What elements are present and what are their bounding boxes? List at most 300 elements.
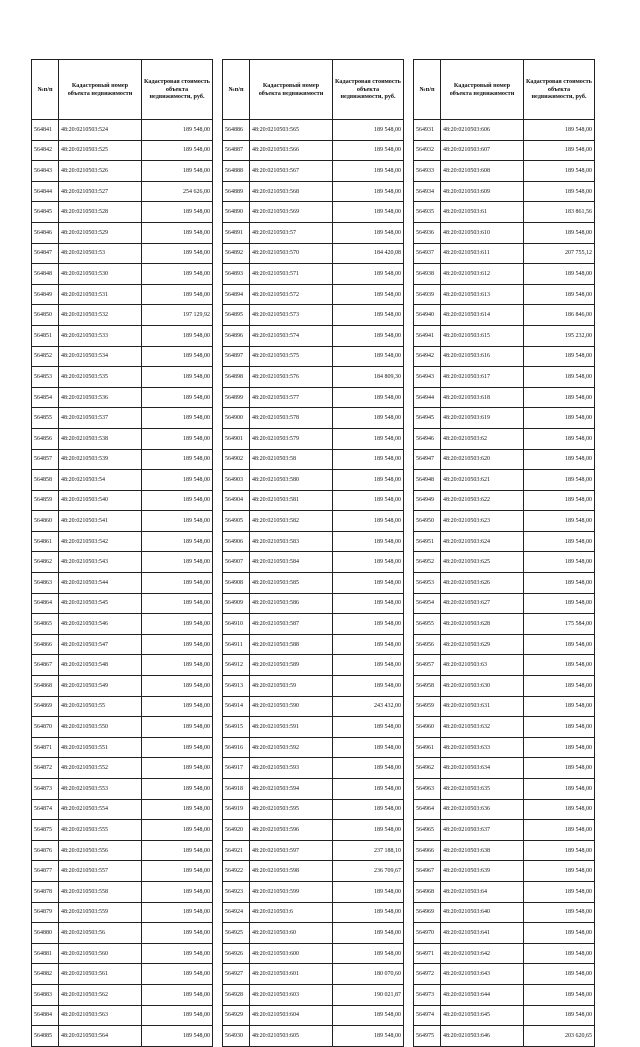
row-number: 564950 bbox=[414, 511, 441, 532]
table-row bbox=[223, 552, 404, 573]
cadastral-number: 48:20:0210503:642 bbox=[441, 943, 524, 964]
cadastral-number: 48:20:0210503:62 bbox=[441, 428, 524, 449]
cadastral-value: 189 548,00 bbox=[333, 820, 404, 841]
cadastral-value: 189 548,00 bbox=[524, 758, 595, 779]
cadastral-value: 189 548,00 bbox=[142, 428, 213, 449]
cadastral-value: 189 548,00 bbox=[142, 325, 213, 346]
row-number: 564851 bbox=[32, 325, 59, 346]
cadastral-table-2 bbox=[222, 59, 404, 1047]
cadastral-value: 189 548,00 bbox=[524, 717, 595, 738]
cadastral-value: 197 129,92 bbox=[142, 305, 213, 326]
cadastral-number: 48:20:0210503:605 bbox=[250, 1026, 333, 1047]
cadastral-value: 189 548,00 bbox=[142, 779, 213, 800]
cadastral-number: 48:20:0210503:597 bbox=[250, 840, 333, 861]
cadastral-value: 189 548,00 bbox=[524, 676, 595, 697]
row-number: 564846 bbox=[32, 222, 59, 243]
table-row bbox=[32, 696, 213, 717]
table-row bbox=[414, 305, 595, 326]
row-number: 564853 bbox=[32, 367, 59, 388]
cadastral-value: 189 548,00 bbox=[524, 1005, 595, 1026]
row-number: 564966 bbox=[414, 840, 441, 861]
table-row bbox=[223, 655, 404, 676]
cadastral-number: 48:20:0210503:55 bbox=[59, 696, 142, 717]
cadastral-number: 48:20:0210503:641 bbox=[441, 923, 524, 944]
table-row bbox=[414, 758, 595, 779]
cadastral-value: 189 548,00 bbox=[142, 923, 213, 944]
table-row bbox=[32, 428, 213, 449]
row-number: 564971 bbox=[414, 943, 441, 964]
table-row bbox=[32, 346, 213, 367]
cadastral-value: 189 548,00 bbox=[333, 573, 404, 594]
table-row bbox=[223, 820, 404, 841]
table-row bbox=[414, 964, 595, 985]
cadastral-number: 48:20:0210503:566 bbox=[250, 140, 333, 161]
cadastral-number: 48:20:0210503:527 bbox=[59, 181, 142, 202]
cadastral-number: 48:20:0210503:552 bbox=[59, 758, 142, 779]
cadastral-number: 48:20:0210503:555 bbox=[59, 820, 142, 841]
cadastral-value: 189 548,00 bbox=[524, 634, 595, 655]
table-row bbox=[223, 428, 404, 449]
cadastral-number: 48:20:0210503:64 bbox=[441, 881, 524, 902]
table-row bbox=[32, 243, 213, 264]
cadastral-number: 48:20:0210503:580 bbox=[250, 470, 333, 491]
table-row bbox=[223, 264, 404, 285]
cadastral-value: 189 548,00 bbox=[142, 284, 213, 305]
row-number: 564958 bbox=[414, 676, 441, 697]
cadastral-number: 48:20:0210503:530 bbox=[59, 264, 142, 285]
header-cadastral-value: Кадастровая стоимость объекта недвижимости, руб. bbox=[524, 60, 595, 120]
cadastral-value: 189 548,00 bbox=[524, 161, 595, 182]
table-row bbox=[32, 593, 213, 614]
cadastral-number: 48:20:0210503:589 bbox=[250, 655, 333, 676]
cadastral-number: 48:20:0210503:560 bbox=[59, 943, 142, 964]
row-number: 564899 bbox=[223, 387, 250, 408]
table-row bbox=[223, 737, 404, 758]
table-row bbox=[32, 717, 213, 738]
cadastral-number: 48:20:0210503:586 bbox=[250, 593, 333, 614]
row-number: 564935 bbox=[414, 202, 441, 223]
row-number: 564852 bbox=[32, 346, 59, 367]
row-number: 564865 bbox=[32, 614, 59, 635]
row-number: 564925 bbox=[223, 923, 250, 944]
cadastral-value: 189 548,00 bbox=[142, 552, 213, 573]
cadastral-number: 48:20:0210503:607 bbox=[441, 140, 524, 161]
cadastral-number: 48:20:0210503:636 bbox=[441, 799, 524, 820]
cadastral-number: 48:20:0210503:590 bbox=[250, 696, 333, 717]
cadastral-value: 189 548,00 bbox=[333, 222, 404, 243]
row-number: 564969 bbox=[414, 902, 441, 923]
table-row bbox=[32, 222, 213, 243]
table-row bbox=[414, 881, 595, 902]
cadastral-value: 184 809,30 bbox=[333, 367, 404, 388]
row-number: 564901 bbox=[223, 428, 250, 449]
row-number: 564863 bbox=[32, 573, 59, 594]
cadastral-value: 189 548,00 bbox=[333, 346, 404, 367]
cadastral-value: 243 432,00 bbox=[333, 696, 404, 717]
row-number: 564862 bbox=[32, 552, 59, 573]
row-number: 564936 bbox=[414, 222, 441, 243]
cadastral-value: 189 548,00 bbox=[333, 120, 404, 141]
table-row bbox=[32, 367, 213, 388]
row-number: 564880 bbox=[32, 923, 59, 944]
header-cadastral-value: Кадастровая стоимость объекта недвижимости, руб. bbox=[142, 60, 213, 120]
table-row bbox=[414, 181, 595, 202]
table-row bbox=[414, 243, 595, 264]
table-row bbox=[414, 861, 595, 882]
cadastral-value: 189 548,00 bbox=[333, 490, 404, 511]
cadastral-number: 48:20:0210503:600 bbox=[250, 943, 333, 964]
row-number: 564964 bbox=[414, 799, 441, 820]
cadastral-value: 189 548,00 bbox=[524, 840, 595, 861]
table-row bbox=[414, 325, 595, 346]
table-row bbox=[414, 984, 595, 1005]
table-row bbox=[32, 676, 213, 697]
cadastral-value: 189 548,00 bbox=[333, 161, 404, 182]
table-row bbox=[223, 531, 404, 552]
cadastral-number: 48:20:0210503:567 bbox=[250, 161, 333, 182]
cadastral-value: 189 548,00 bbox=[524, 799, 595, 820]
cadastral-number: 48:20:0210503:538 bbox=[59, 428, 142, 449]
row-number: 564941 bbox=[414, 325, 441, 346]
table-row bbox=[223, 696, 404, 717]
cadastral-number: 48:20:0210503:620 bbox=[441, 449, 524, 470]
cadastral-number: 48:20:0210503:604 bbox=[250, 1005, 333, 1026]
row-number: 564858 bbox=[32, 470, 59, 491]
table-row bbox=[414, 140, 595, 161]
cadastral-number: 48:20:0210503:575 bbox=[250, 346, 333, 367]
table-row bbox=[32, 161, 213, 182]
table-row bbox=[414, 737, 595, 758]
cadastral-number: 48:20:0210503:540 bbox=[59, 490, 142, 511]
cadastral-number: 48:20:0210503:581 bbox=[250, 490, 333, 511]
cadastral-number: 48:20:0210503:57 bbox=[250, 222, 333, 243]
row-number: 564903 bbox=[223, 470, 250, 491]
cadastral-value: 189 548,00 bbox=[333, 140, 404, 161]
table-row bbox=[414, 408, 595, 429]
row-number: 564918 bbox=[223, 779, 250, 800]
cadastral-value: 189 548,00 bbox=[524, 820, 595, 841]
cadastral-number: 48:20:0210503:614 bbox=[441, 305, 524, 326]
cadastral-value: 189 548,00 bbox=[142, 861, 213, 882]
cadastral-value: 189 548,00 bbox=[333, 408, 404, 429]
row-number: 564904 bbox=[223, 490, 250, 511]
row-number: 564924 bbox=[223, 902, 250, 923]
cadastral-number: 48:20:0210503:582 bbox=[250, 511, 333, 532]
cadastral-value: 189 548,00 bbox=[333, 202, 404, 223]
table-row bbox=[32, 470, 213, 491]
cadastral-value: 189 548,00 bbox=[142, 902, 213, 923]
row-number: 564970 bbox=[414, 923, 441, 944]
cadastral-number: 48:20:0210503:603 bbox=[250, 984, 333, 1005]
cadastral-number: 48:20:0210503:543 bbox=[59, 552, 142, 573]
cadastral-number: 48:20:0210503:621 bbox=[441, 470, 524, 491]
row-number: 564965 bbox=[414, 820, 441, 841]
cadastral-number: 48:20:0210503:609 bbox=[441, 181, 524, 202]
cadastral-number: 48:20:0210503:632 bbox=[441, 717, 524, 738]
cadastral-value: 189 548,00 bbox=[142, 758, 213, 779]
cadastral-number: 48:20:0210503:578 bbox=[250, 408, 333, 429]
table-row bbox=[414, 573, 595, 594]
cadastral-number: 48:20:0210503:54 bbox=[59, 470, 142, 491]
row-number: 564931 bbox=[414, 120, 441, 141]
cadastral-number: 48:20:0210503:579 bbox=[250, 428, 333, 449]
table-row bbox=[414, 490, 595, 511]
cadastral-number: 48:20:0210503:536 bbox=[59, 387, 142, 408]
row-number: 564842 bbox=[32, 140, 59, 161]
table-row bbox=[32, 984, 213, 1005]
cadastral-value: 189 548,00 bbox=[524, 408, 595, 429]
cadastral-number: 48:20:0210503:627 bbox=[441, 593, 524, 614]
cadastral-number: 48:20:0210503:639 bbox=[441, 861, 524, 882]
row-number: 564921 bbox=[223, 840, 250, 861]
cadastral-number: 48:20:0210503:546 bbox=[59, 614, 142, 635]
cadastral-value: 189 548,00 bbox=[333, 470, 404, 491]
table-row bbox=[414, 923, 595, 944]
cadastral-number: 48:20:0210503:524 bbox=[59, 120, 142, 141]
cadastral-value: 189 548,00 bbox=[524, 737, 595, 758]
row-number: 564895 bbox=[223, 305, 250, 326]
header-cadastral-number: Кадастровый номер объекта недвижимости bbox=[441, 60, 524, 120]
cadastral-value: 189 548,00 bbox=[333, 779, 404, 800]
row-number: 564905 bbox=[223, 511, 250, 532]
row-number: 564890 bbox=[223, 202, 250, 223]
table-row bbox=[32, 120, 213, 141]
cadastral-number: 48:20:0210503:624 bbox=[441, 531, 524, 552]
row-number: 564841 bbox=[32, 120, 59, 141]
table-row bbox=[223, 181, 404, 202]
row-number: 564876 bbox=[32, 840, 59, 861]
table-row bbox=[223, 202, 404, 223]
cadastral-value: 189 548,00 bbox=[524, 367, 595, 388]
cadastral-value: 189 548,00 bbox=[142, 593, 213, 614]
cadastral-value: 189 548,00 bbox=[333, 881, 404, 902]
table-row bbox=[32, 573, 213, 594]
cadastral-value: 189 548,00 bbox=[524, 120, 595, 141]
cadastral-value: 189 548,00 bbox=[524, 222, 595, 243]
table-row bbox=[32, 140, 213, 161]
header-cadastral-number: Кадастровый номер объекта недвижимости bbox=[59, 60, 142, 120]
table-row bbox=[32, 387, 213, 408]
cadastral-number: 48:20:0210503:551 bbox=[59, 737, 142, 758]
row-number: 564910 bbox=[223, 614, 250, 635]
cadastral-number: 48:20:0210503:584 bbox=[250, 552, 333, 573]
row-number: 564938 bbox=[414, 264, 441, 285]
row-number: 564956 bbox=[414, 634, 441, 655]
cadastral-value: 189 548,00 bbox=[524, 984, 595, 1005]
table-row bbox=[414, 531, 595, 552]
table-row bbox=[223, 984, 404, 1005]
table-row bbox=[223, 1005, 404, 1026]
cadastral-number: 48:20:0210503:60 bbox=[250, 923, 333, 944]
row-number: 564861 bbox=[32, 531, 59, 552]
cadastral-number: 48:20:0210503:545 bbox=[59, 593, 142, 614]
cadastral-value: 189 548,00 bbox=[142, 634, 213, 655]
row-number: 564945 bbox=[414, 408, 441, 429]
cadastral-number: 48:20:0210503:592 bbox=[250, 737, 333, 758]
cadastral-number: 48:20:0210503:63 bbox=[441, 655, 524, 676]
table-row bbox=[223, 943, 404, 964]
cadastral-number: 48:20:0210503:644 bbox=[441, 984, 524, 1005]
cadastral-value: 180 070,60 bbox=[333, 964, 404, 985]
cadastral-number: 48:20:0210503:622 bbox=[441, 490, 524, 511]
table-row bbox=[414, 346, 595, 367]
cadastral-value: 189 548,00 bbox=[142, 449, 213, 470]
table-row bbox=[32, 758, 213, 779]
table-row bbox=[32, 964, 213, 985]
table-row bbox=[32, 943, 213, 964]
row-number: 564915 bbox=[223, 717, 250, 738]
cadastral-number: 48:20:0210503:625 bbox=[441, 552, 524, 573]
table-row bbox=[414, 470, 595, 491]
table-row bbox=[223, 881, 404, 902]
row-number: 564911 bbox=[223, 634, 250, 655]
cadastral-value: 189 548,00 bbox=[524, 923, 595, 944]
row-number: 564900 bbox=[223, 408, 250, 429]
cadastral-value: 189 548,00 bbox=[142, 1005, 213, 1026]
row-number: 564972 bbox=[414, 964, 441, 985]
row-number: 564894 bbox=[223, 284, 250, 305]
cadastral-value: 189 548,00 bbox=[524, 861, 595, 882]
cadastral-number: 48:20:0210503:559 bbox=[59, 902, 142, 923]
cadastral-value: 189 548,00 bbox=[142, 120, 213, 141]
cadastral-value: 189 548,00 bbox=[524, 181, 595, 202]
table-row bbox=[414, 202, 595, 223]
cadastral-number: 48:20:0210503:6 bbox=[250, 902, 333, 923]
cadastral-number: 48:20:0210503:615 bbox=[441, 325, 524, 346]
cadastral-number: 48:20:0210503:548 bbox=[59, 655, 142, 676]
cadastral-number: 48:20:0210503:541 bbox=[59, 511, 142, 532]
table-row bbox=[414, 284, 595, 305]
row-number: 564859 bbox=[32, 490, 59, 511]
cadastral-value: 175 584,00 bbox=[524, 614, 595, 635]
cadastral-number: 48:20:0210503:616 bbox=[441, 346, 524, 367]
row-number: 564848 bbox=[32, 264, 59, 285]
row-number: 564869 bbox=[32, 696, 59, 717]
table-row bbox=[414, 264, 595, 285]
cadastral-number: 48:20:0210503:531 bbox=[59, 284, 142, 305]
cadastral-value: 189 548,00 bbox=[333, 284, 404, 305]
row-number: 564951 bbox=[414, 531, 441, 552]
cadastral-number: 48:20:0210503:565 bbox=[250, 120, 333, 141]
row-number: 564944 bbox=[414, 387, 441, 408]
row-number: 564908 bbox=[223, 573, 250, 594]
cadastral-number: 48:20:0210503:588 bbox=[250, 634, 333, 655]
cadastral-number: 48:20:0210503:56 bbox=[59, 923, 142, 944]
cadastral-value: 189 548,00 bbox=[333, 923, 404, 944]
cadastral-number: 48:20:0210503:570 bbox=[250, 243, 333, 264]
table-row bbox=[32, 655, 213, 676]
cadastral-value: 189 548,00 bbox=[333, 552, 404, 573]
cadastral-number: 48:20:0210503:526 bbox=[59, 161, 142, 182]
table-row bbox=[223, 676, 404, 697]
table-row bbox=[32, 325, 213, 346]
row-number: 564877 bbox=[32, 861, 59, 882]
cadastral-value: 189 548,00 bbox=[524, 696, 595, 717]
row-number: 564855 bbox=[32, 408, 59, 429]
table-row bbox=[223, 861, 404, 882]
table-row bbox=[32, 305, 213, 326]
row-number: 564879 bbox=[32, 902, 59, 923]
table-row bbox=[223, 799, 404, 820]
row-number: 564913 bbox=[223, 676, 250, 697]
cadastral-value: 207 755,12 bbox=[524, 243, 595, 264]
table-row bbox=[32, 1026, 213, 1047]
table-row bbox=[414, 676, 595, 697]
table-row bbox=[414, 449, 595, 470]
cadastral-number: 48:20:0210503:561 bbox=[59, 964, 142, 985]
row-number: 564962 bbox=[414, 758, 441, 779]
table-row bbox=[414, 840, 595, 861]
cadastral-value: 189 548,00 bbox=[333, 799, 404, 820]
cadastral-number: 48:20:0210503:61 bbox=[441, 202, 524, 223]
table-row bbox=[32, 264, 213, 285]
table-row bbox=[223, 161, 404, 182]
cadastral-number: 48:20:0210503:535 bbox=[59, 367, 142, 388]
cadastral-number: 48:20:0210503:59 bbox=[250, 676, 333, 697]
table-row bbox=[32, 799, 213, 820]
cadastral-number: 48:20:0210503:533 bbox=[59, 325, 142, 346]
row-number: 564932 bbox=[414, 140, 441, 161]
row-number: 564968 bbox=[414, 881, 441, 902]
table-row bbox=[414, 820, 595, 841]
row-number: 564967 bbox=[414, 861, 441, 882]
cadastral-value: 189 548,00 bbox=[333, 305, 404, 326]
cadastral-number: 48:20:0210503:529 bbox=[59, 222, 142, 243]
cadastral-table-3 bbox=[413, 59, 595, 1047]
cadastral-value: 189 548,00 bbox=[333, 325, 404, 346]
cadastral-number: 48:20:0210503:554 bbox=[59, 799, 142, 820]
row-number: 564949 bbox=[414, 490, 441, 511]
table-row bbox=[414, 902, 595, 923]
cadastral-number: 48:20:0210503:595 bbox=[250, 799, 333, 820]
cadastral-value: 189 548,00 bbox=[142, 799, 213, 820]
table-row bbox=[414, 161, 595, 182]
table-row bbox=[32, 531, 213, 552]
cadastral-number: 48:20:0210503:645 bbox=[441, 1005, 524, 1026]
cadastral-value: 189 548,00 bbox=[142, 573, 213, 594]
cadastral-number: 48:20:0210503:629 bbox=[441, 634, 524, 655]
table-row bbox=[32, 408, 213, 429]
row-number: 564914 bbox=[223, 696, 250, 717]
cadastral-number: 48:20:0210503:637 bbox=[441, 820, 524, 841]
row-number: 564864 bbox=[32, 593, 59, 614]
cadastral-number: 48:20:0210503:549 bbox=[59, 676, 142, 697]
row-number: 564926 bbox=[223, 943, 250, 964]
row-number: 564942 bbox=[414, 346, 441, 367]
cadastral-value: 189 548,00 bbox=[142, 984, 213, 1005]
cadastral-value: 189 548,00 bbox=[333, 511, 404, 532]
row-number: 564885 bbox=[32, 1026, 59, 1047]
table-row bbox=[223, 902, 404, 923]
table-row bbox=[414, 552, 595, 573]
cadastral-number: 48:20:0210503:558 bbox=[59, 881, 142, 902]
table-row bbox=[223, 840, 404, 861]
row-number: 564922 bbox=[223, 861, 250, 882]
cadastral-number: 48:20:0210503:573 bbox=[250, 305, 333, 326]
cadastral-value: 189 548,00 bbox=[142, 490, 213, 511]
row-number: 564940 bbox=[414, 305, 441, 326]
table-row bbox=[414, 593, 595, 614]
cadastral-number: 48:20:0210503:537 bbox=[59, 408, 142, 429]
cadastral-value: 236 709,67 bbox=[333, 861, 404, 882]
cadastral-number: 48:20:0210503:553 bbox=[59, 779, 142, 800]
cadastral-value: 189 548,00 bbox=[524, 284, 595, 305]
cadastral-value: 189 548,00 bbox=[142, 511, 213, 532]
cadastral-value: 189 548,00 bbox=[333, 902, 404, 923]
table-row bbox=[32, 490, 213, 511]
row-number: 564917 bbox=[223, 758, 250, 779]
cadastral-number: 48:20:0210503:53 bbox=[59, 243, 142, 264]
